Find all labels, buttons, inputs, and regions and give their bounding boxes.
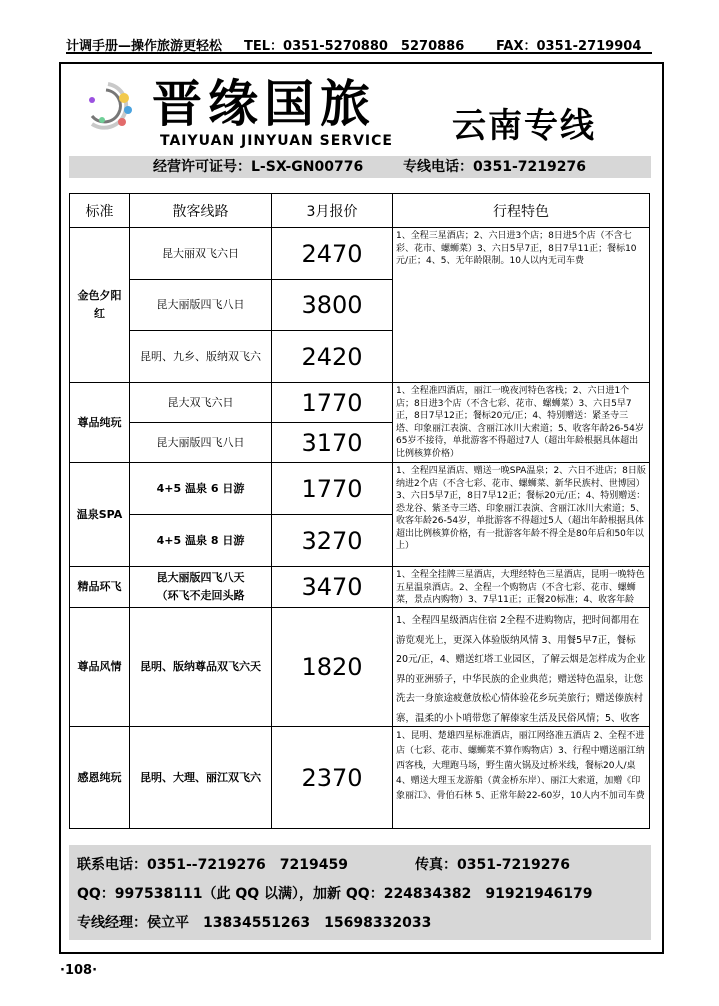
header-price: 3月报价 bbox=[272, 194, 393, 228]
price-cell: 2470 bbox=[272, 228, 393, 280]
price-cell: 2420 bbox=[272, 331, 393, 383]
header-route: 散客线路 bbox=[130, 194, 272, 228]
feature-cell: 1、全程四星级酒店住宿 2全程不进购物店，把时间都用在游览观光上，更深入体验版纳风情 3、用餐5早7正，餐标20元/正，4、赠送红塔工业园区，了解云烟是怎样成为企业界的亚洲骄子，中华民族的企业典范；赠送特色温泉，让您洗去一身旅途疲惫放松心情体验花乡玩美旅行；赠送傣族村寨，温柔的小卜哨带您了解傣家生活及民俗风情；5、收客 bbox=[393, 608, 649, 727]
license-bar bbox=[69, 156, 651, 178]
price-cell: 1820 bbox=[272, 608, 393, 727]
category-cell: 金色夕阳红 bbox=[70, 228, 130, 383]
category-cell: 感恩纯玩 bbox=[70, 727, 130, 828]
feature-cell: 1、全程三星酒店；2、六日进3个店；8日进5个店（不含七彩、花市、螺蛳菜）3、六日5早7正，8日7早11正；餐标10元/正；4、5、无年龄限制。10人以内无司车费 bbox=[393, 228, 649, 383]
route-cell: 4+5 温泉 8 日游 bbox=[130, 515, 272, 567]
feature-cell: 1、昆明、楚雄四星标准酒店，丽江网络准五酒店 2、全程不进店（七彩、花市、螺蛳菜不算作购物店）3、行程中赠送丽江纳西客栈，大理跑马场，野生菌火锅及过桥米线，餐标20人/桌 4、赠送大理玉龙游船（黄金桥东岸）、丽江大索道，加赠《印象丽江》、骨伯石林 5、正常年龄22-60岁，10人内不加司车费 bbox=[396, 731, 645, 801]
license-number: 经营许可证号：L-SX-GN00776 bbox=[153, 159, 364, 175]
feature-cell: 1、全程准四酒店，丽江一晚夜河特色客栈；2、六日进1个店；8日进3个店（不含七彩、花市、螺蛳菜）3、六日5早7正，8日7早12正；餐标20元/正；4、特别赠送：紧圣寺三塔、印象丽江表演、含丽江冰川大索道；5、收客年龄26-54岁65岁不接待，单批游客不得超过7人（超出年龄根据具体超出比例核算价格） bbox=[393, 383, 649, 463]
line-title: 云南专线 bbox=[452, 106, 596, 146]
price-cell: 3270 bbox=[272, 515, 393, 567]
price-cell: 1770 bbox=[272, 463, 393, 515]
price-cell: 3800 bbox=[272, 280, 393, 331]
price-cell: 1770 bbox=[272, 383, 393, 423]
category-cell: 尊品风情 bbox=[70, 608, 130, 727]
brand-name: 晋缘国旅 bbox=[152, 74, 376, 133]
feature-cell: 1、全程四星酒店、赠送一晚SPA温泉；2、六日不进店；8日版纳进2个店（不含七彩、花市、螺蛳菜、新华民族村、世博园）3、六日5早7正，8日7早12正；餐标20元/正；4、特别赠送：恐龙谷、紫圣寺三塔、印象丽江表演、含丽江冰川大索道；5、收客年龄26-54岁，单批游客不得超过5人（超出年龄根据具体超出比例核算价格，有一批游客年龄不得全是80年后和50年以上） bbox=[393, 463, 649, 567]
page-number: ·108· bbox=[60, 963, 98, 978]
contact-manager: 专线经理：侯立平 13834551263 15698332033 bbox=[77, 915, 432, 931]
route-cell: 昆明、九乡、版纳双飞六 bbox=[130, 331, 272, 383]
hotline: 专线电话：0351-7219276 bbox=[403, 159, 586, 175]
price-cell: 3470 bbox=[272, 567, 393, 608]
category-cell: 精品环飞 bbox=[70, 567, 130, 608]
route-line-2: （环飞不走回头路 bbox=[156, 589, 245, 602]
brand-name-en: TAIYUAN JINYUAN SERVICE bbox=[160, 133, 393, 149]
header-features: 行程特色 bbox=[393, 194, 649, 228]
top-fax: FAX：0351-2719904 bbox=[496, 39, 642, 54]
route-cell: 昆明、版纳尊品双飞六天 bbox=[130, 608, 272, 727]
contact-phone: 联系电话：0351--7219276 7219459 bbox=[77, 857, 348, 873]
price-cell: 3170 bbox=[272, 423, 393, 463]
route-cell: 昆大丽双飞六日 bbox=[130, 228, 272, 280]
route-cell: 昆大丽版四飞八日 bbox=[130, 280, 272, 331]
contact-box bbox=[69, 845, 651, 940]
slogan: 计调手册—操作旅游更轻松 bbox=[66, 39, 223, 54]
top-tel: TEL：0351-5270880 5270886 bbox=[244, 39, 465, 54]
price-cell: 2370 bbox=[272, 727, 393, 828]
contact-fax: 传真：0351-7219276 bbox=[415, 857, 570, 873]
route-cell bbox=[130, 567, 272, 608]
logo-icon bbox=[78, 80, 134, 136]
route-cell: 4+5 温泉 6 日游 bbox=[130, 463, 272, 515]
route-cell: 昆大丽版四飞八日 bbox=[130, 423, 272, 463]
contact-qq: QQ：997538111（此 QQ 以满），加新 QQ：224834382 91921946179 bbox=[77, 886, 593, 902]
route-line-1: 昆大丽版四飞八天 bbox=[156, 571, 245, 584]
category-cell: 尊品纯玩 bbox=[70, 383, 130, 463]
category-cell: 温泉SPA bbox=[70, 463, 130, 567]
header-standard: 标准 bbox=[70, 194, 130, 228]
feature-cell: 1、全程全挂牌三星酒店，大理经特色三星酒店，昆明一晚特色五星温泉酒店。2、全程一个购物店（不含七彩、花市、螺蛳菜，景点内购物）3、7早11正；正餐20标准；4、收客年龄 bbox=[393, 567, 649, 608]
price-table bbox=[69, 193, 650, 829]
route-cell: 昆大双飞六日 bbox=[130, 383, 272, 423]
route-cell: 昆明、大理、丽江双飞六 bbox=[130, 727, 272, 828]
top-bar bbox=[66, 34, 652, 54]
